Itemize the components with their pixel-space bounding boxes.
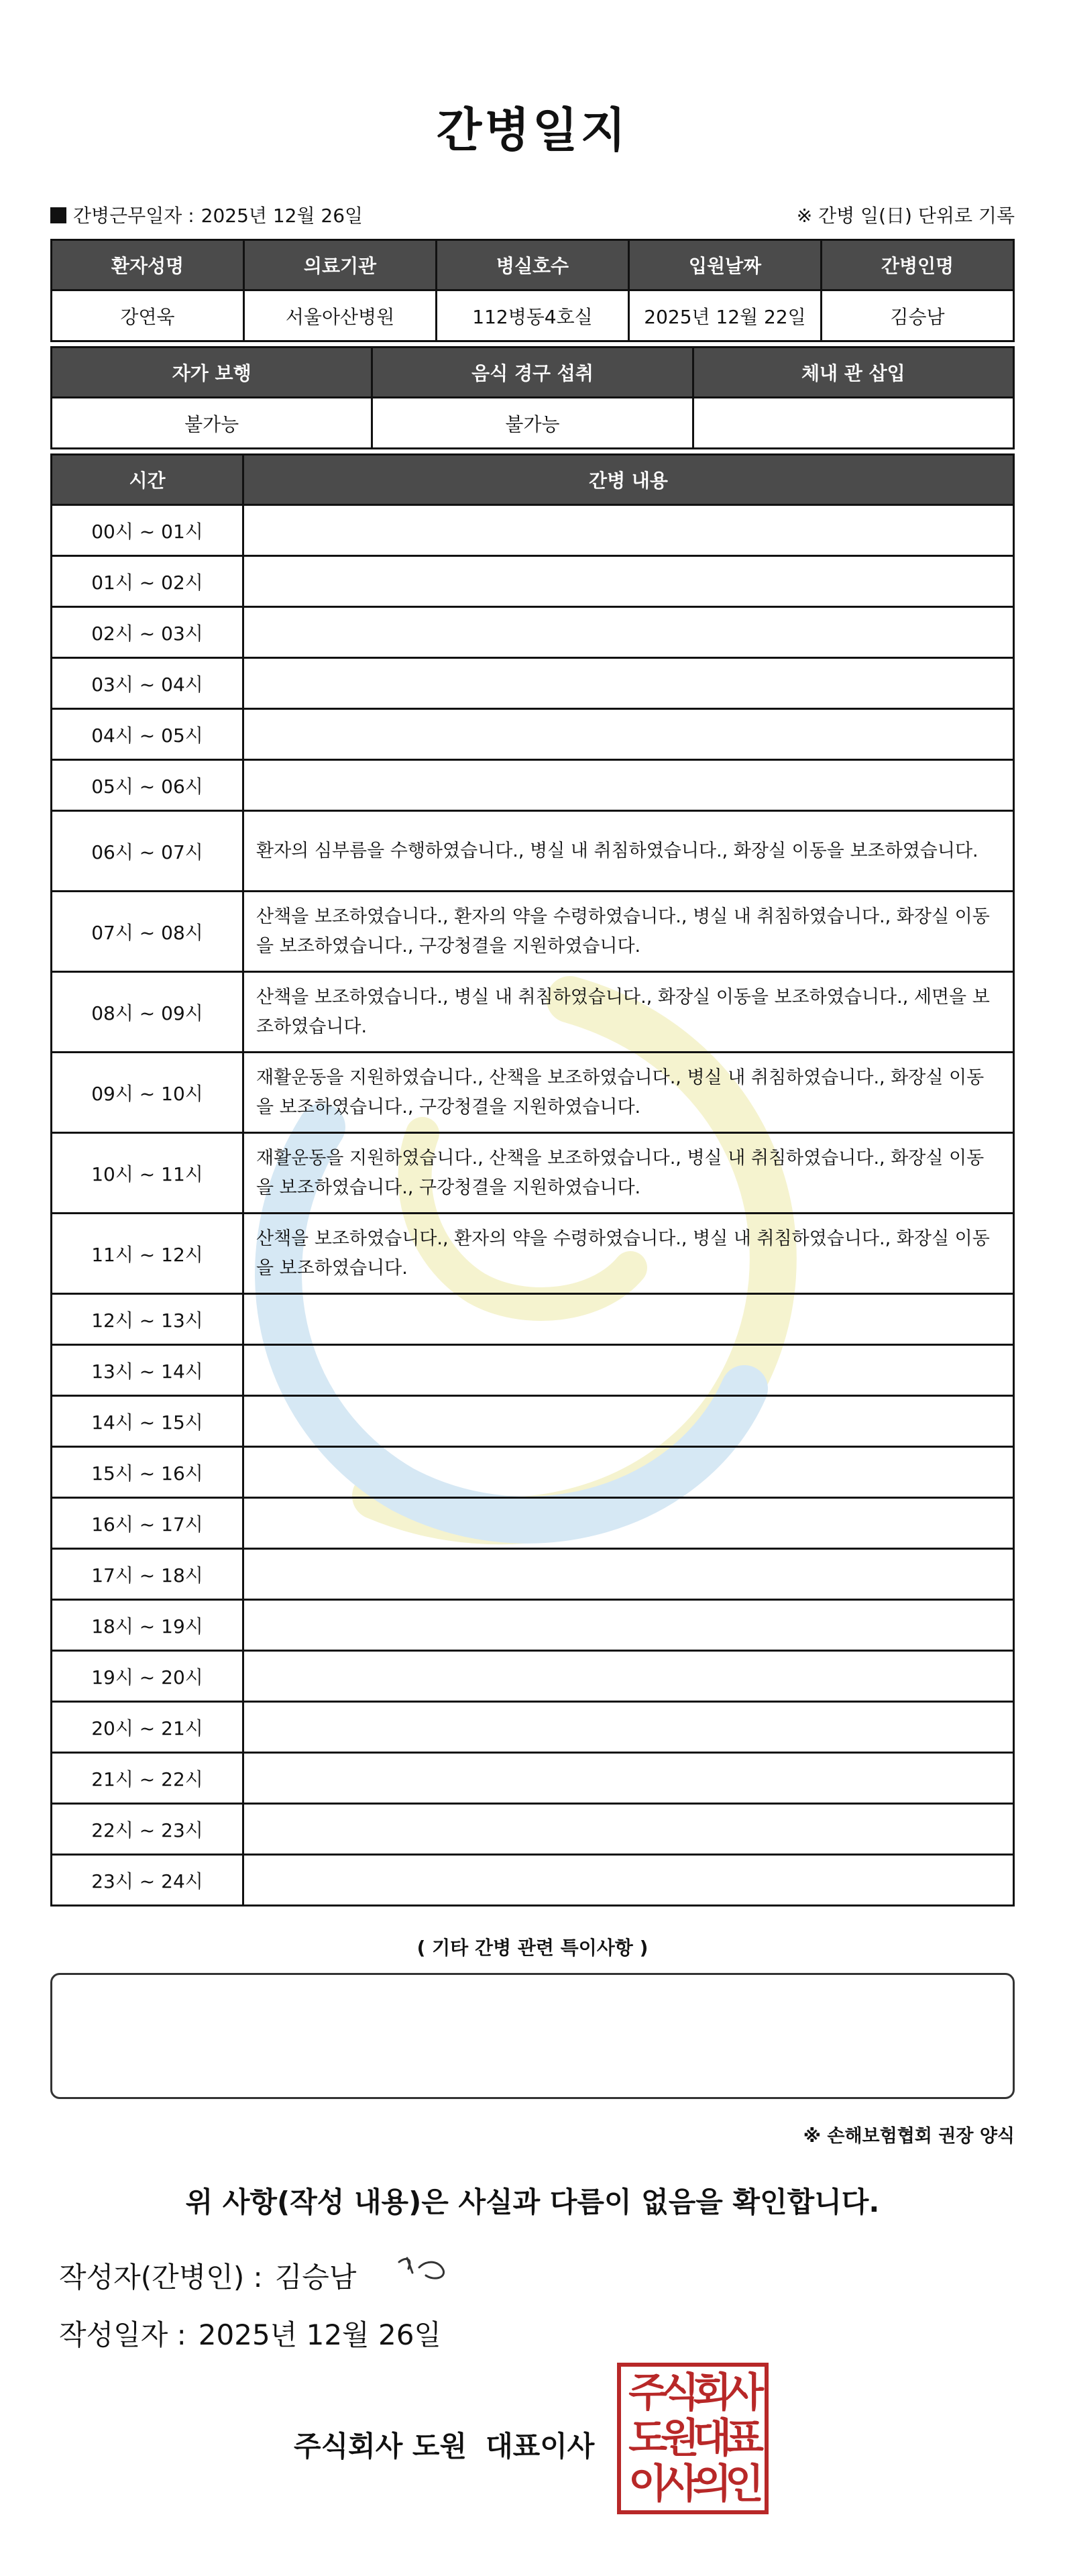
- table-row: [52, 1294, 1014, 1345]
- time-cell: 21시 ~ 22시: [52, 1753, 243, 1804]
- writer-line: [59, 2255, 356, 2296]
- table-row: [52, 1345, 1014, 1396]
- content-cell: [243, 1651, 1014, 1702]
- time-cell: 22시 ~ 23시: [52, 1804, 243, 1855]
- content-cell: [243, 760, 1014, 811]
- seal-line: 주식회사: [628, 2369, 757, 2416]
- table-row: [52, 1214, 1014, 1294]
- work-date-line: [50, 201, 363, 228]
- table-row: [52, 1600, 1014, 1651]
- header-hospital: 의료기관: [244, 240, 437, 290]
- writer-name: 김승남: [274, 2261, 357, 2294]
- patient-name-value: 강연욱: [52, 290, 244, 341]
- content-cell: [243, 505, 1014, 556]
- company-name: 주식회사 도원: [294, 2430, 467, 2463]
- time-cell: 00시 ~ 01시: [52, 505, 243, 556]
- written-date-label: 작성일자 :: [59, 2318, 186, 2351]
- time-cell: 13시 ~ 14시: [52, 1345, 243, 1396]
- table-row: [52, 709, 1014, 760]
- time-cell: 04시 ~ 05시: [52, 709, 243, 760]
- table-row: [52, 760, 1014, 811]
- time-cell: 16시 ~ 17시: [52, 1498, 243, 1549]
- time-cell: 11시 ~ 12시: [52, 1214, 243, 1294]
- header-admission-date: 입원날짜: [629, 240, 822, 290]
- table-row: [52, 1651, 1014, 1702]
- company-representative: 대표이사: [486, 2430, 595, 2463]
- content-cell: [243, 556, 1014, 607]
- notes-box: [50, 1973, 1015, 2099]
- oral-intake-value: 불가능: [372, 398, 693, 449]
- content-cell: [243, 1702, 1014, 1753]
- writer-label: 작성자(간병인) :: [59, 2261, 263, 2294]
- content-cell: 산책을 보조하였습니다., 병실 내 취침하였습니다., 화장실 이동을 보조하였습니다., 세면을 보조하였습니다.: [243, 972, 1014, 1053]
- table-row: [52, 1498, 1014, 1549]
- time-cell: 06시 ~ 07시: [52, 811, 243, 892]
- header-patient-name: 환자성명: [52, 240, 244, 290]
- company-signature-line: [294, 2424, 594, 2465]
- content-cell: [243, 1396, 1014, 1447]
- header-tube-insertion: 체내 관 삽입: [693, 347, 1013, 398]
- content-cell: 재활운동을 지원하였습니다., 산책을 보조하였습니다., 병실 내 취침하였습니다., 화장실 이동을 보조하였습니다., 구강청결을 지원하였습니다.: [243, 1053, 1014, 1133]
- time-cell: 15시 ~ 16시: [52, 1447, 243, 1498]
- time-cell: 14시 ~ 15시: [52, 1396, 243, 1447]
- record-unit-note: ※ 간병 일(日) 단위로 기록: [796, 205, 1015, 227]
- header-walking: 자가 보행: [52, 347, 372, 398]
- content-cell: 환자의 심부름을 수행하였습니다., 병실 내 취침하였습니다., 화장실 이동을 보조하였습니다.: [243, 811, 1014, 892]
- work-date-label: 간병근무일자 :: [73, 205, 194, 227]
- content-cell: [243, 1447, 1014, 1498]
- notes-title: ( 기타 간병 관련 특이사항 ): [416, 1937, 649, 1959]
- time-cell: 02시 ~ 03시: [52, 607, 243, 658]
- content-cell: [243, 607, 1014, 658]
- content-cell: 산책을 보조하였습니다., 환자의 약을 수령하였습니다., 병실 내 취침하였습니다., 화장실 이동을 보조하였습니다.: [243, 1214, 1014, 1294]
- time-cell: 20시 ~ 21시: [52, 1702, 243, 1753]
- table-row: [52, 556, 1014, 607]
- content-cell: [243, 1753, 1014, 1804]
- table-row: [52, 1053, 1014, 1133]
- header-caregiver-name: 간병인명: [822, 240, 1014, 290]
- seal-line: 도원대표: [628, 2415, 757, 2462]
- table-row: [52, 1549, 1014, 1600]
- hospital-value: 서울아산병원: [244, 290, 437, 341]
- time-cell: 19시 ~ 20시: [52, 1651, 243, 1702]
- room-value: 112병동4호실: [437, 290, 629, 341]
- time-cell: 18시 ~ 19시: [52, 1600, 243, 1651]
- table-row: [52, 972, 1014, 1053]
- table-row: [52, 892, 1014, 972]
- page-title: 간병일지: [436, 103, 629, 158]
- work-date-value: 2025년 12월 26일: [201, 205, 363, 227]
- patient-info-table: [50, 239, 1015, 342]
- care-log-table: [50, 453, 1015, 1907]
- time-cell: 05시 ~ 06시: [52, 760, 243, 811]
- time-cell: 17시 ~ 18시: [52, 1549, 243, 1600]
- content-cell: [243, 1549, 1014, 1600]
- table-row: [52, 505, 1014, 556]
- time-cell: 08시 ~ 09시: [52, 972, 243, 1053]
- time-cell: 09시 ~ 10시: [52, 1053, 243, 1133]
- form-footnote: ※ 손해보험협회 권장 양식: [803, 2126, 1015, 2147]
- content-cell: 산책을 보조하였습니다., 환자의 약을 수령하였습니다., 병실 내 취침하였습니다., 화장실 이동을 보조하였습니다., 구강청결을 지원하였습니다.: [243, 892, 1014, 972]
- time-cell: 07시 ~ 08시: [52, 892, 243, 972]
- walking-value: 불가능: [52, 398, 372, 449]
- header-care-content: 간병 내용: [243, 455, 1014, 505]
- content-cell: [243, 1294, 1014, 1345]
- content-cell: [243, 1855, 1014, 1906]
- time-cell: 10시 ~ 11시: [52, 1133, 243, 1214]
- time-cell: 03시 ~ 04시: [52, 658, 243, 709]
- table-row: [52, 1855, 1014, 1906]
- content-cell: [243, 1804, 1014, 1855]
- table-row: [52, 658, 1014, 709]
- content-cell: [243, 1345, 1014, 1396]
- table-row: [52, 1804, 1014, 1855]
- seal-line: 이사의인: [628, 2461, 757, 2508]
- time-cell: 23시 ~ 24시: [52, 1855, 243, 1906]
- time-cell: 12시 ~ 13시: [52, 1294, 243, 1345]
- table-row: [52, 1447, 1014, 1498]
- header-room: 병실호수: [437, 240, 629, 290]
- table-row: [52, 1753, 1014, 1804]
- content-cell: 재활운동을 지원하였습니다., 산책을 보조하였습니다., 병실 내 취침하였습니다., 화장실 이동을 보조하였습니다., 구강청결을 지원하였습니다.: [243, 1133, 1014, 1214]
- content-cell: [243, 658, 1014, 709]
- admission-date-value: 2025년 12월 22일: [629, 290, 822, 341]
- caregiver-name-value: 김승남: [822, 290, 1014, 341]
- time-cell: 01시 ~ 02시: [52, 556, 243, 607]
- header-time: 시간: [52, 455, 243, 505]
- content-cell: [243, 1498, 1014, 1549]
- square-bullet-icon: [50, 207, 66, 223]
- content-cell: [243, 709, 1014, 760]
- table-row: [52, 1133, 1014, 1214]
- signature-image: [392, 2249, 453, 2289]
- header-oral-intake: 음식 경구 섭취: [372, 347, 693, 398]
- written-date-line: [59, 2313, 441, 2353]
- written-date-value: 2025년 12월 26일: [198, 2318, 441, 2351]
- content-cell: [243, 1600, 1014, 1651]
- company-seal: [617, 2363, 769, 2514]
- table-row: [52, 607, 1014, 658]
- confirmation-statement: 위 사항(작성 내용)은 사실과 다름이 없음을 확인합니다.: [185, 2186, 880, 2218]
- table-row: [52, 811, 1014, 892]
- table-row: [52, 1702, 1014, 1753]
- patient-condition-table: [50, 346, 1015, 449]
- table-row: [52, 1396, 1014, 1447]
- tube-insertion-value: [693, 398, 1013, 449]
